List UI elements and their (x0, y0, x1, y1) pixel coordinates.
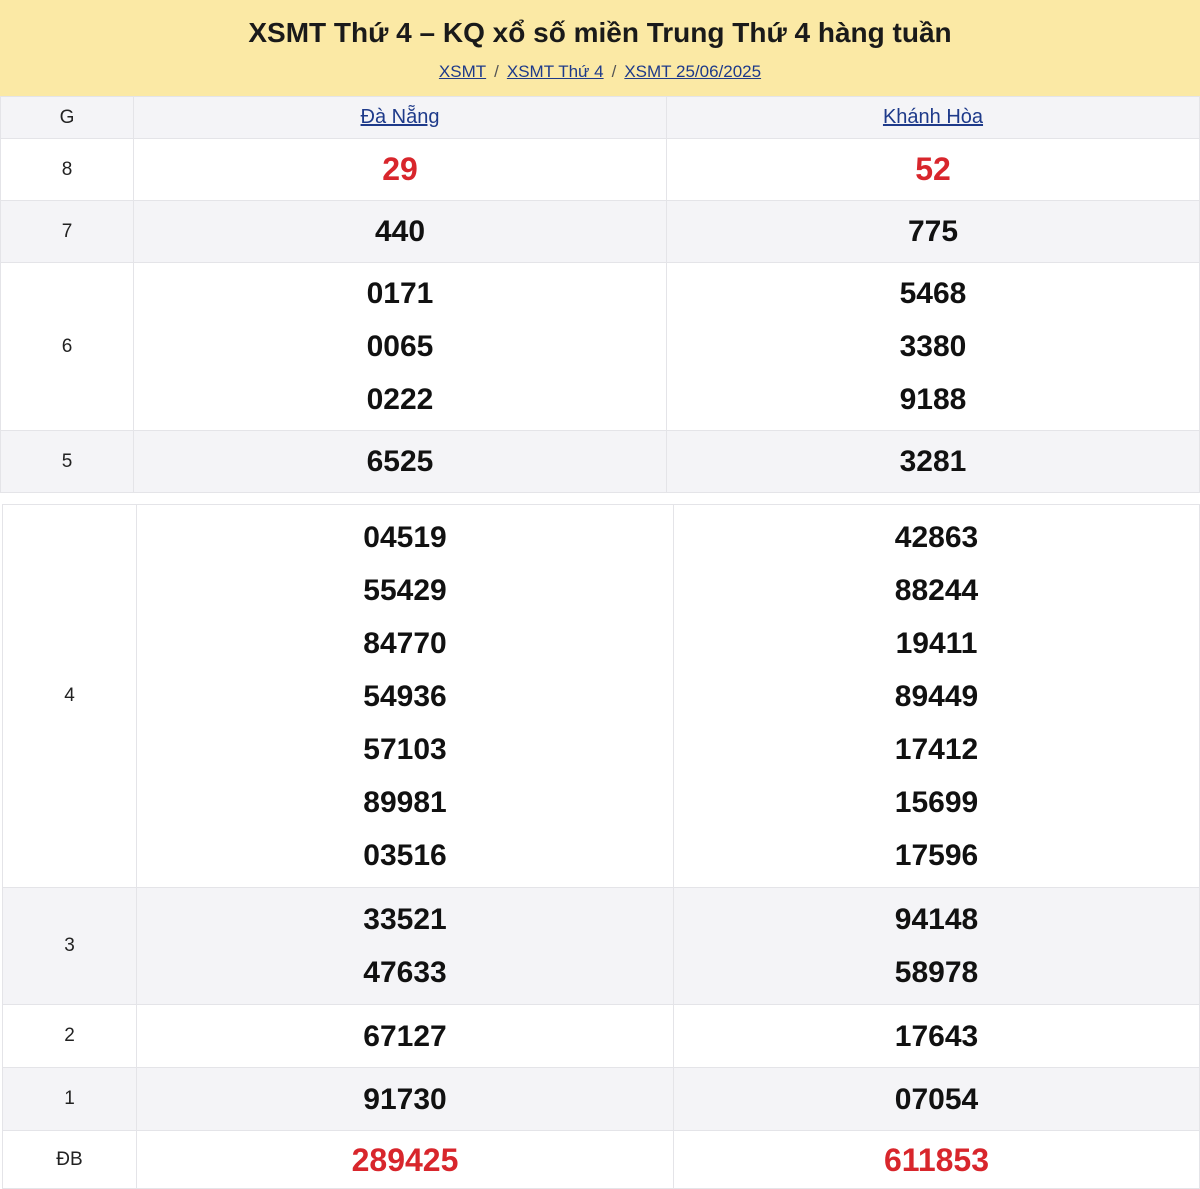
results-table-upper (0, 96, 1200, 493)
breadcrumb-link-xsmt[interactable]: XSMT (438, 62, 487, 81)
table-row (3, 1131, 1200, 1189)
prize-number: 17643 (894, 1019, 979, 1053)
prize-number: 42863 (894, 520, 979, 554)
prize-number: 88244 (894, 573, 979, 607)
prize-label: 3 (3, 888, 137, 1005)
prize-label: 2 (3, 1005, 137, 1068)
page-title: XSMT Thứ 4 – KQ xổ số miền Trung Thứ 4 hàng tuần (248, 17, 952, 48)
prize-number: 52 (915, 151, 951, 187)
breadcrumb-link-xsmt-date[interactable]: XSMT 25/06/2025 (624, 62, 762, 81)
results-table-lower (2, 504, 1200, 1189)
prize-number: 29 (382, 151, 418, 187)
prize-number: 3281 (899, 445, 967, 478)
prize-number: 6525 (366, 445, 434, 478)
breadcrumb-separator: / (494, 62, 499, 81)
prize-number: 0222 (366, 383, 434, 416)
prize-number: 19411 (895, 626, 978, 660)
prize-label: 4 (3, 505, 137, 888)
prize-number: 54936 (363, 679, 447, 713)
prize-number: 17596 (894, 838, 979, 872)
prize-label: 7 (1, 201, 134, 263)
prize-number: 94148 (894, 903, 979, 936)
prize-number: 47633 (363, 956, 447, 989)
prize-number: 57103 (363, 732, 447, 766)
table-row (1, 139, 1200, 201)
prize-label: 6 (1, 263, 134, 431)
prize-number: 55429 (363, 573, 447, 607)
breadcrumb-link-xsmt-thu-4[interactable]: XSMT Thứ 4 (506, 62, 604, 81)
prize-number: 89981 (363, 785, 447, 819)
prize-number: 17412 (894, 732, 979, 766)
prize-number: 0171 (366, 277, 434, 310)
table-row (3, 505, 1200, 888)
table-row (1, 431, 1200, 493)
prize-number: 89449 (894, 679, 979, 713)
prize-number: 15699 (894, 785, 979, 819)
table-row (3, 1068, 1200, 1131)
prize-number: 0065 (366, 330, 434, 363)
province-link-da-nang[interactable]: Đà Nẵng (360, 106, 440, 128)
page-header (0, 0, 1200, 96)
prize-number: 84770 (363, 626, 447, 660)
prize-number: 04519 (363, 520, 447, 554)
prize-label: 5 (1, 431, 134, 493)
table-header-row (1, 97, 1200, 139)
prize-number: 33521 (363, 903, 447, 936)
table-row (3, 1005, 1200, 1068)
breadcrumb-separator: / (611, 62, 617, 81)
province-link-khanh-hoa[interactable]: Khánh Hòa (882, 106, 984, 128)
table-row (3, 888, 1200, 1005)
prize-number: 58978 (894, 956, 979, 989)
prize-label: 8 (1, 139, 134, 201)
prize-number: 67127 (363, 1019, 447, 1053)
prize-number: 440 (374, 215, 426, 248)
prize-column-header: G (1, 97, 134, 139)
breadcrumb (0, 61, 1200, 83)
special-prize-number: 289425 (351, 1141, 459, 1178)
prize-label: ĐB (3, 1131, 137, 1189)
table-row (1, 263, 1200, 431)
prize-label: 1 (3, 1068, 137, 1131)
prize-number: 03516 (363, 838, 447, 872)
prize-number: 775 (907, 215, 959, 248)
table-row (1, 201, 1200, 263)
prize-number: 5468 (899, 277, 967, 310)
prize-number: 9188 (899, 383, 967, 416)
prize-number: 91730 (363, 1082, 447, 1116)
prize-number: 3380 (899, 330, 967, 363)
prize-number: 07054 (894, 1082, 979, 1116)
special-prize-number: 611853 (883, 1141, 989, 1178)
